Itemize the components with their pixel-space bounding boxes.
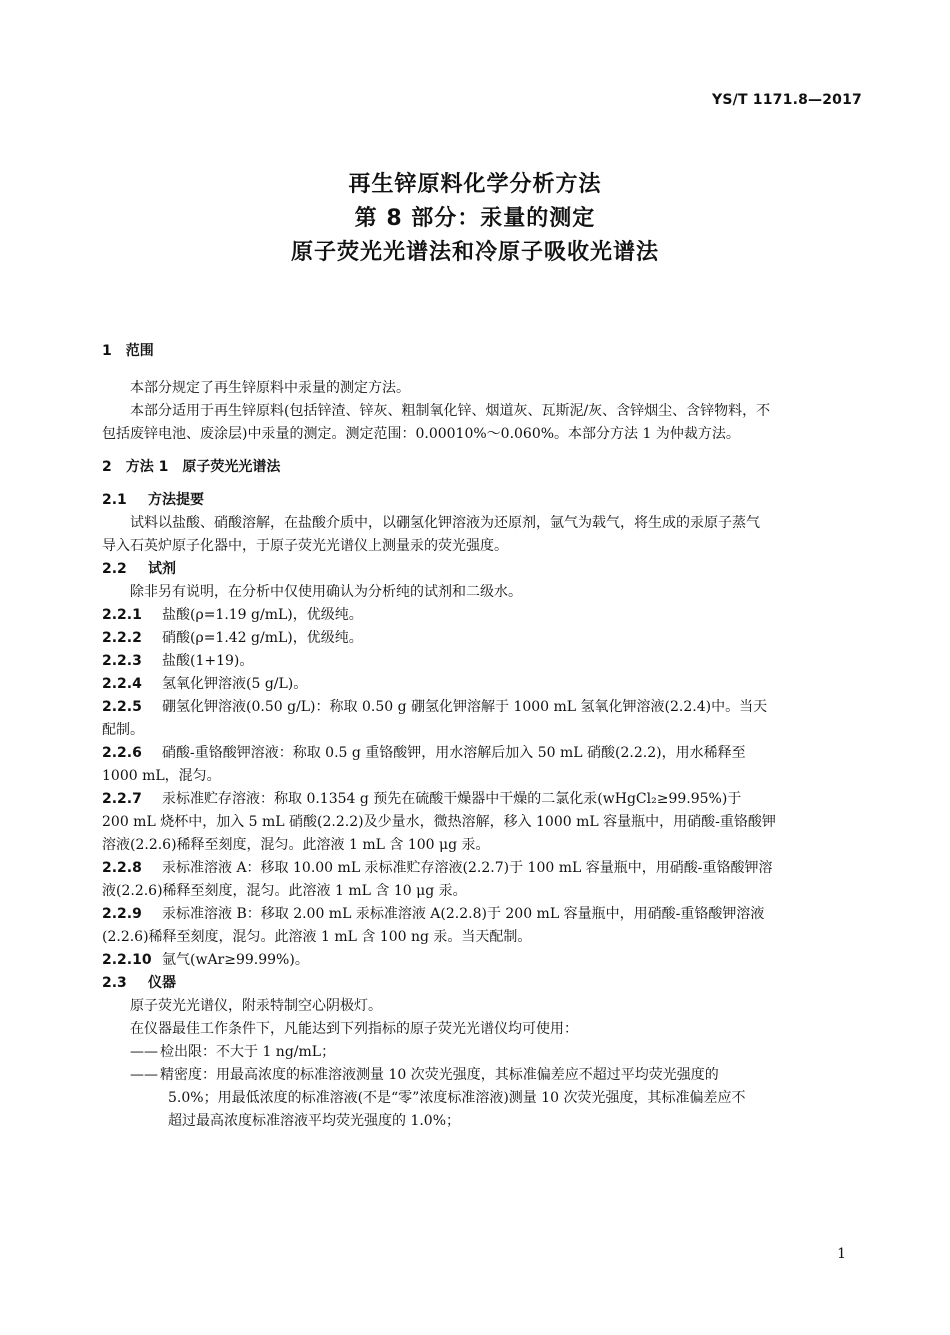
bullet-text: 检出限：不大于 1 ng/mL； [160, 1044, 336, 1060]
section-title: 方法提要 [148, 492, 204, 508]
reagent-item [102, 742, 862, 765]
reagent-item [102, 673, 862, 696]
reagent-item-continuation: 液(2.2.6)稀释至刻度，混匀。此溶液 1 mL 含 10 μg 汞。 [102, 883, 467, 899]
section-number: 2.1 [102, 492, 127, 508]
item-number: 2.2.8 [102, 860, 142, 876]
standard-code: YS/T 1171.8—2017 [712, 92, 862, 108]
apparatus-paragraph-2: 在仪器最佳工作条件下，凡能达到下列指标的原子荧光光谱仪均可使用： [130, 1021, 578, 1037]
dash-marker: —— [130, 1067, 158, 1083]
apparatus-paragraph-1: 原子荧光光谱仪，附汞特制空心阴极灯。 [130, 998, 382, 1014]
scope-paragraph-2-line-2: 包括废锌电池、废涂层)中汞量的测定。测定范围：0.00010%～0.060%。本部分方法 1 为仲裁方法。 [102, 426, 740, 442]
item-number: 2.2.9 [102, 906, 142, 922]
section-2-1-heading [102, 489, 862, 512]
bullet-text: 精密度：用最高浓度的标准溶液测量 10 次荧光强度，其标准偏差应不超过平均荧光强度的 [160, 1067, 719, 1083]
document-title [0, 168, 950, 270]
dash-marker: —— [130, 1044, 158, 1060]
reagent-item [102, 903, 862, 926]
reagent-item [102, 949, 862, 972]
section-2-2-heading [102, 558, 862, 581]
item-text: 盐酸(ρ=1.19 g/mL)，优级纯。 [162, 607, 363, 623]
section-2-heading: 2 方法 1 原子荧光光谱法 [102, 459, 281, 475]
section-number: 2.2 [102, 561, 127, 577]
section-number: 2.3 [102, 975, 127, 991]
item-text: 硝酸(ρ=1.42 g/mL)，优级纯。 [162, 630, 363, 646]
principle-line-2: 导入石英炉原子化器中，于原子荧光光谱仪上测量汞的荧光强度。 [102, 538, 508, 554]
apparatus-bullet-precision [102, 1064, 862, 1087]
section-1-heading: 1 范围 [102, 343, 154, 359]
item-text: 硝酸-重铬酸钾溶液：称取 0.5 g 重铬酸钾，用水溶解后加入 50 mL 硝酸(2.2.2)，用水稀释至 [162, 745, 746, 761]
item-text: 盐酸(1+19)。 [162, 653, 254, 669]
item-number: 2.2.6 [102, 745, 142, 761]
item-text: 氢氧化钾溶液(5 g/L)。 [162, 676, 308, 692]
item-number: 2.2.1 [102, 607, 142, 623]
principle-line-1: 试料以盐酸、硝酸溶解，在盐酸介质中，以硼氢化钾溶液为还原剂，氩气为载气，将生成的汞原子蒸气 [130, 515, 760, 531]
reagent-item [102, 788, 862, 811]
reagent-item-continuation: 200 mL 烧杯中，加入 5 mL 硝酸(2.2.2)及少量水，微热溶解，移入 1000 mL 容量瓶中，用硝酸-重铬酸钾 [102, 814, 776, 830]
scope-paragraph-1: 本部分规定了再生锌原料中汞量的测定方法。 [130, 380, 410, 396]
section-title: 仪器 [148, 975, 176, 991]
title-line-3: 原子荧光光谱法和冷原子吸收光谱法 [290, 240, 659, 265]
reagent-item-continuation: 配制。 [102, 722, 144, 738]
reagent-item-continuation: 1000 mL，混匀。 [102, 768, 221, 784]
apparatus-bullet-continuation: 超过最高浓度标准溶液平均荧光强度的 1.0%； [168, 1113, 461, 1129]
item-number: 2.2.2 [102, 630, 142, 646]
apparatus-bullet-detection-limit [102, 1041, 862, 1064]
item-number: 2.2.5 [102, 699, 142, 715]
item-text: 汞标准溶液 A：移取 10.00 mL 汞标准贮存溶液(2.2.7)于 100 mL 容量瓶中，用硝酸-重铬酸钾溶 [162, 860, 773, 876]
item-number: 2.2.7 [102, 791, 142, 807]
reagents-intro: 除非另有说明，在分析中仅使用确认为分析纯的试剂和二级水。 [130, 584, 522, 600]
item-text: 硼氢化钾溶液(0.50 g/L)：称取 0.50 g 硼氢化钾溶解于 1000 mL 氢氧化钾溶液(2.2.4)中。当天 [162, 699, 768, 715]
reagent-item [102, 857, 862, 880]
item-text: 汞标准溶液 B：移取 2.00 mL 汞标准溶液 A(2.2.8)于 200 mL 容量瓶中，用硝酸-重铬酸钾溶液 [162, 906, 765, 922]
reagent-item [102, 627, 862, 650]
reagent-item [102, 696, 862, 719]
reagent-item [102, 650, 862, 673]
title-line-2: 第 8 部分：汞量的测定 [354, 206, 596, 231]
reagent-item-continuation: (2.2.6)稀释至刻度，混匀。此溶液 1 mL 含 100 ng 汞。当天配制。 [102, 929, 532, 945]
reagent-list [102, 604, 862, 972]
section-title: 试剂 [148, 561, 176, 577]
item-number: 2.2.3 [102, 653, 142, 669]
item-text: 氩气(wAr≥99.99%)。 [162, 952, 309, 968]
document-body [102, 334, 862, 1133]
item-number: 2.2.10 [102, 952, 152, 968]
title-line-1: 再生锌原料化学分析方法 [348, 172, 602, 197]
reagent-item [102, 604, 862, 627]
reagent-item-continuation: 溶液(2.2.6)稀释至刻度，混匀。此溶液 1 mL 含 100 μg 汞。 [102, 837, 490, 853]
apparatus-bullet-continuation: 5.0%；用最低浓度的标准溶液(不是“零”浓度标准溶液)测量 10 次荧光强度，其标准偏差应不 [168, 1090, 746, 1106]
section-2-3-heading [102, 972, 862, 995]
scope-paragraph-2-line-1: 本部分适用于再生锌原料(包括锌渣、锌灰、粗制氧化锌、烟道灰、瓦斯泥/灰、含锌烟尘、含锌物料，不 [130, 403, 771, 419]
item-number: 2.2.4 [102, 676, 142, 692]
item-text: 汞标准贮存溶液：称取 0.1354 g 预先在硫酸干燥器中干燥的二氯化汞(wHgCl₂≥99.95%)于 [162, 791, 742, 807]
page-number: 1 [837, 1246, 846, 1262]
